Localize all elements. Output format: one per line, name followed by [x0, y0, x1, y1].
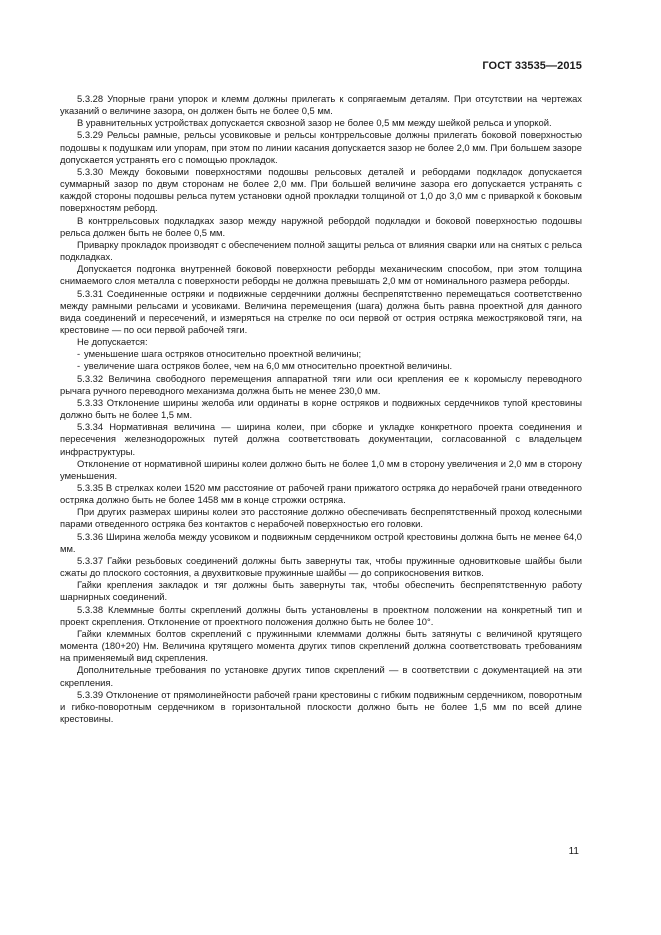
- paragraph: В уравнительных устройствах допускается сквозной зазор не более 0,5 мм между шейкой рельса и упоркой.: [77, 117, 552, 129]
- paragraph: При других размерах ширины колеи это расстояние должно обеспечивать беспрепятственный проход колесными парами отведенного остряка без контактов с нерабочей поверхностью его головки.: [60, 506, 582, 530]
- paragraph: 5.3.33 Отклонение ширины желоба или ординаты в корне остряков и подвижных сердечников тупой крестовины должно быть не более 1,5 мм.: [60, 396, 582, 421]
- paragraph: Гайки крепления закладок и тяг должны быть завернуты так, чтобы обеспечить беспрепятственную работу шарнирных соединений.: [60, 579, 582, 603]
- paragraph: 5.3.38 Клеммные болты скреплений должны быть установлены в проектном положении на конкретный тип и проект скрепления. Отклонение от проектного положения должно быть не более 10°.: [60, 603, 582, 627]
- page-header-standard: ГОСТ 33535—2015: [482, 60, 582, 72]
- paragraph: 5.3.32 Величина свободного перемещения аппаратной тяги или оси крепления ее к коромыслу переводного рычага ручного переводного механизма должна быть не менее 230,0 мм.: [60, 372, 582, 396]
- list-item: [60, 348, 582, 360]
- bullet-marker: -: [77, 360, 81, 372]
- paragraph: Допускается подгонка внутренней боковой поверхности реборды механическим способом, при этом толщина снимаемого слоя металла с поверхности реборды не должна превышать 2,0 мм от номинального размера реборды.: [60, 263, 582, 287]
- paragraph: Гайки клеммных болтов скреплений с пружинными клеммами должны быть затянуты с величиной крутящего момента (180+20) Нм. Величина крутящего момента других типов скреплений должна соответствовать требованиям на применяемый вид скрепления.: [60, 627, 582, 664]
- paragraph: 5.3.35 В стрелках колеи 1520 мм расстояние от рабочей грани прижатого остряка до нерабочей грани отведенного остряка должно быть не более 1458 мм в конце строжки остряка.: [60, 482, 582, 506]
- paragraph: 5.3.28 Упорные грани упорок и клемм должны прилегать к сопрягаемым деталям. При отсутствии на чертежах указаний о величине зазора, он должен быть не более 0,5 мм.: [60, 93, 582, 117]
- paragraph: 5.3.36 Ширина желоба между усовиком и подвижным сердечником острой крестовины должна быть не менее 64,0 мм.: [60, 530, 582, 554]
- list-item-text: уменьшение шага остряков относительно проектной величины;: [84, 348, 362, 360]
- paragraph: 5.3.34 Нормативная величина — ширина колеи, при сборке и укладке конкретного проекта соединения и пересечения железнодорожных путей должна соответствовать документации, согласованной с владельцем инфраструктуры.: [60, 421, 582, 457]
- bullet-marker: -: [77, 348, 81, 360]
- paragraph: 5.3.31 Соединенные остряки и подвижные сердечники должны беспрепятственно перемещаться соответственно между рамными рельсами и усовиками. Величина перемещения (шага) должна быть равна проектной для данного вида соединений и пересечений, и измеряться на стрелке по оси первой от острия остряка межостряковой тяги, на крестовине — по оси первой рабочей тяги.: [60, 287, 582, 335]
- paragraph: 5.3.30 Между боковыми поверхностями подошвы рельсовых деталей и ребордами подкладок допускается суммарный зазор по двум сторонам не более 2,0 мм. При большей величине зазора его допускается устранять с каждой стороны подошвы рельса путем установки одной прокладки толщиной от 1,0 до 3,0 мм с приваркой к боковым поверхностям реборд.: [60, 165, 582, 214]
- document-body: [60, 93, 582, 725]
- paragraph: Дополнительные требования по установке других типов скреплений — в соответствии с документацией на эти скрепления.: [60, 664, 582, 688]
- paragraph: Отклонение от нормативной ширины колеи должно быть не более 1,0 мм в сторону увеличения и 2,0 мм в сторону уменьшения.: [60, 457, 582, 481]
- paragraph: В контррельсовых подкладках зазор между наружной ребордой подкладки и боковой поверхностью подошвы рельса должен быть не более 0,5 мм.: [60, 214, 582, 238]
- paragraph: 5.3.29 Рельсы рамные, рельсы усовиковые и рельсы контррельсовые должны прилегать боковой поверхностью подошвы к подушкам или упорам, при этом по линии касания допускается зазор не более 2,0 мм. При большем зазоре допускается устранять его с помощью прокладок.: [60, 129, 582, 165]
- list-item: [60, 360, 582, 372]
- paragraph: Приварку прокладок производят с обеспечением полной защиты рельса от влияния сварки или на снятых с рельса подкладках.: [60, 238, 582, 263]
- page-number: 11: [568, 846, 579, 857]
- paragraph: 5.3.37 Гайки резьбовых соединений должны быть завернуты так, чтобы пружинные одновитковые шайбы были сжаты до плоского состояния, а двухвитковые пружинные шайбы — до соприкосновения витков.: [60, 554, 582, 579]
- list-item-text: увеличение шага остряков более, чем на 6,0 мм относительно проектной величины.: [84, 360, 453, 372]
- paragraph: 5.3.39 Отклонение от прямолинейности рабочей грани крестовины с гибким подвижным сердечником, поворотным и гибко-поворотным сердечником в горизонтальной плоскости должно быть не более 1,5 мм по всей длине крестовины.: [60, 688, 582, 724]
- paragraph: Не допускается:: [77, 336, 148, 348]
